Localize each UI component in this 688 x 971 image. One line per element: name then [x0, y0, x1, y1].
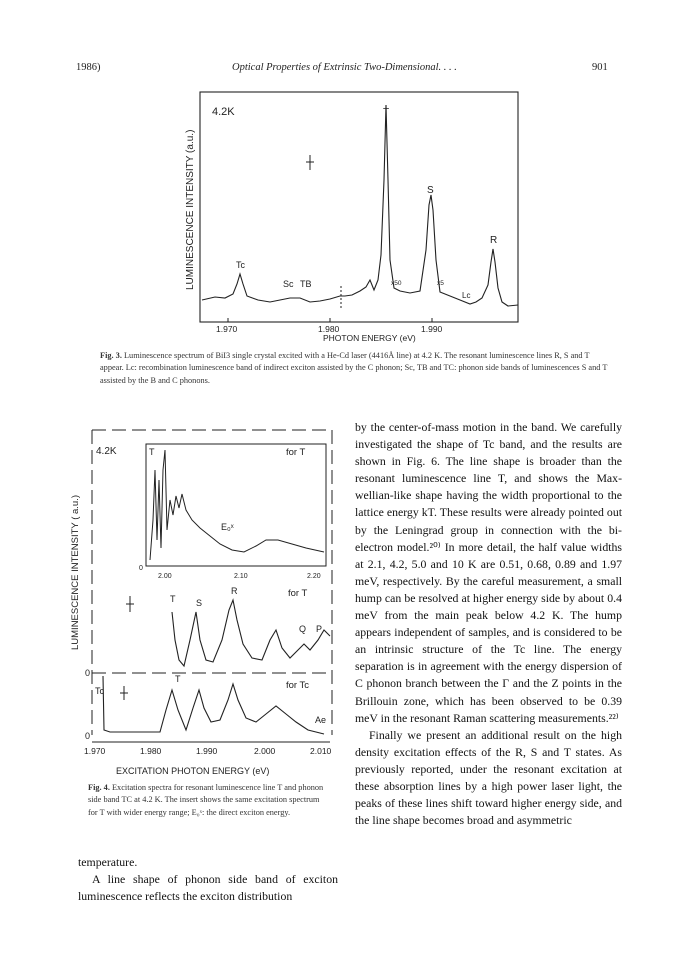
fig3-temp-label: 4.2K	[212, 106, 235, 118]
fig4-mid-Q: Q	[299, 624, 307, 634]
fig4-tick-1990: 1.990	[196, 746, 218, 756]
fig4-mid-error-mark	[126, 596, 134, 612]
figure-3	[0, 80, 688, 343]
fig4-inset-tick-200: 2.00	[158, 573, 172, 580]
fig3-caption-text: Luminescence spectrum of BiI3 single crystal excited with a He-Cd laser (4416Å line) at 4.2 K. The resonant luminescence lines R, S and T appear. Lc: recombination luminescence band of indirect exciton assisted by the C phonon; Sc, TB and TC: phonon side bands of luminescences S and T assisted by the B and C phonons.	[100, 351, 608, 385]
fig4-mid-P: P	[316, 624, 323, 634]
header-left: 1986)	[76, 62, 101, 73]
fig3-tick-1980: 1.980	[318, 324, 340, 334]
fig4-tick-2010: 2.010	[310, 746, 332, 756]
fig3-label-T: T	[383, 107, 390, 118]
fig3-tick-1970: 1.970	[216, 324, 238, 334]
fig4-inset-curve	[150, 450, 324, 560]
fig4-inset-for: for T	[286, 447, 306, 458]
fig4-low-for: for Tc	[286, 680, 310, 691]
left-column-text	[78, 854, 338, 905]
fig3-label-Sc: Sc	[283, 279, 294, 289]
fig4-zero-low: 0	[85, 731, 91, 741]
fig3-label-Tc: Tc	[236, 260, 245, 270]
fig4-caption-text: Excitation spectra for resonant luminescence line T and phonon side band TC at 4.2 K. The insert shows the same excitation spectrum for T with wider energy range; E₀ˣ: the direct exciton energy.	[88, 783, 324, 817]
fig4-tick-2000: 2.000	[254, 746, 276, 756]
fig3-caption	[100, 350, 615, 387]
fig3-spectrum-curve	[202, 105, 518, 306]
fig4-ylabel: LUMINESCENCE INTENSITY ( a.u.)	[70, 494, 81, 650]
fig4-inset-E: E₀ˣ	[221, 522, 234, 532]
fig3-scale-x50: x50	[391, 280, 402, 287]
fig4-caption-number: Fig. 4.	[88, 783, 110, 792]
fig4-mid-R: R	[231, 586, 238, 596]
fig4-inset-frame	[146, 444, 326, 566]
fig4-inset-tick-210: 2.10	[234, 573, 248, 580]
right-paragraph-1: by the center-of-mass motion in the band. We carefully investigated the shape of Tc band, and the results are shown in Fig. 6. The line shape is broader than the resonant luminescence line T, and shows the Max-wellian-like shape having the width proportional to the lattice energy kT. These results were already pointed out by the Leningrad group in connection with the bi-electron model.²⁰⁾ In more detail, the half value widths at 2.1, 4.2, 5.0 and 10 K are 0.51, 0.68, 0.89 and 1.97 meV, respectively. By the careful measurement, a small hump can be resolved at higher energy side by about 0.4 meV from the main peak below 4.2 K. The hump appears independent of samples, and is considered to be an intrinsic structure of the Tc line. The energy separation is in agreement with the energy dispersion of C phonon branch between the Γ and the Z points in the Brillouin zone, which has been observed to be 0.39 meV in the resonant Raman scattering measurements.²²⁾	[355, 420, 622, 725]
fig3-tick-1990: 1.990	[421, 324, 443, 334]
fig4-mid-T: T	[170, 594, 176, 604]
left-paragraph-1: temperature.	[78, 855, 138, 869]
right-column-text	[355, 419, 622, 829]
fig3-scale-x5: x5	[437, 280, 444, 287]
fig4-low-T: T	[175, 674, 181, 684]
fig3-error-mark	[306, 155, 314, 170]
fig4-xlabel: EXCITATION PHOTON ENERGY (eV)	[116, 766, 270, 776]
fig4-low-Tc: Tc	[95, 686, 104, 696]
fig4-low-Ae: Ae	[315, 715, 327, 725]
fig4-inset-T: T	[149, 447, 155, 457]
fig3-label-R: R	[490, 235, 498, 246]
right-paragraph-2: Finally we present an additional result on the high density excitation effects of the R, S and T states. As previously reported, under the resonant excitation at these absorption lines by a high power laser light, the peaks of these lines shift toward higher energy side, and the line shape becomes broad and asymmetric	[355, 727, 622, 828]
fig4-temp-label: 4.2K	[96, 446, 117, 457]
header-title: Optical Properties of Extrinsic Two-Dimensional. . . .	[232, 62, 457, 73]
fig4-mid-curve	[172, 600, 330, 666]
fig3-label-Lc: Lc	[462, 291, 471, 300]
fig4-tick-1970: 1.970	[84, 746, 106, 756]
fig4-inset-tick-220: 2.20	[307, 573, 321, 580]
fig3-label-S: S	[427, 185, 434, 196]
fig4-zero-mid: 0	[85, 668, 91, 678]
fig4-tick-1980: 1.980	[140, 746, 162, 756]
fig3-xlabel: PHOTON ENERGY (eV)	[323, 333, 416, 343]
fig4-caption	[88, 782, 326, 819]
fig4-low-error-mark	[120, 686, 128, 700]
fig4-inset-zero: 0	[139, 565, 143, 572]
fig3-label-Tb: TB	[300, 279, 312, 289]
fig3-caption-number: Fig. 3.	[100, 351, 122, 360]
fig3-ylabel: LUMINESCENCE INTENSITY (a.u.)	[185, 129, 196, 290]
fig4-mid-for: for T	[288, 588, 308, 599]
header-page-number: 901	[592, 62, 608, 73]
fig3-frame	[200, 92, 518, 322]
fig4-mid-S: S	[196, 598, 203, 608]
left-paragraph-2: A line shape of phonon side band of exciton luminescence reflects the exciton distribution	[78, 872, 338, 904]
